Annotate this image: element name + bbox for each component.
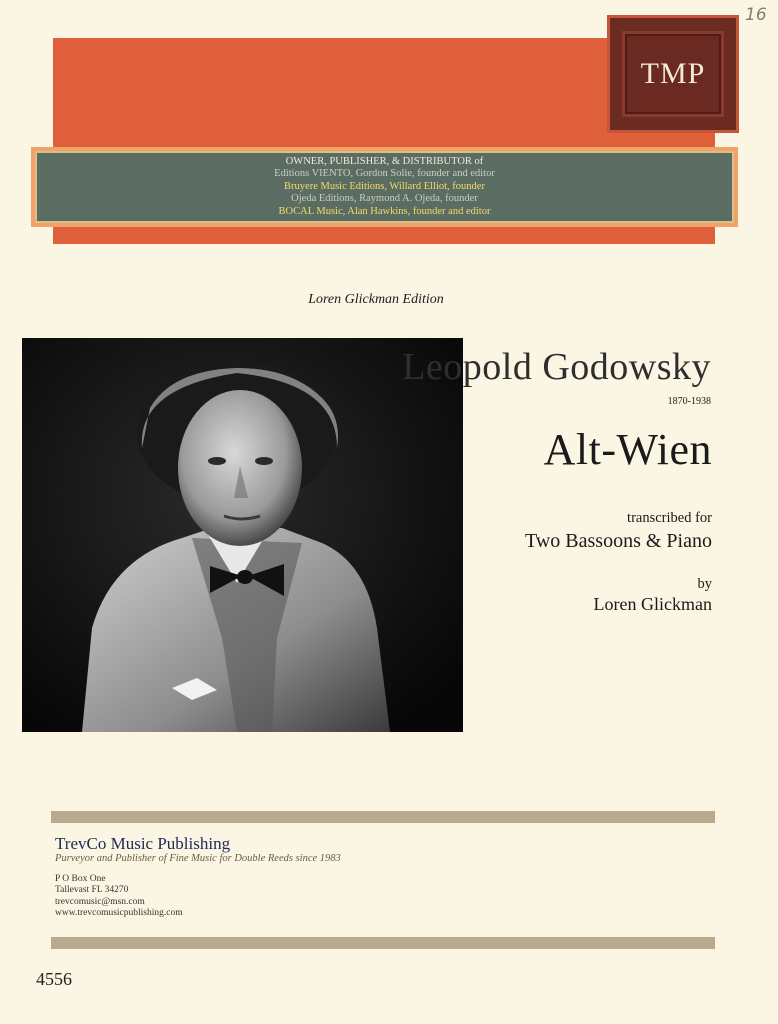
company-name: TrevCo Music Publishing (55, 834, 231, 853)
by-label: by (697, 576, 712, 592)
catalog-number: 4556 (36, 969, 72, 989)
address-line: P O Box One (55, 874, 106, 884)
transcribed-for-label: transcribed for (627, 510, 712, 526)
publisher-line: BOCAL Music, Alan Hawkins, founder and editor (278, 205, 491, 217)
instrumentation: Two Bassoons & Piano (525, 530, 712, 552)
tmp-logo-text: TMP (622, 31, 724, 117)
publisher-line: Ojeda Editions, Raymond A. Ojeda, founder (291, 193, 478, 205)
email-address: trevcomusic@msn.com (55, 897, 145, 907)
composer-dates: 1870-1938 (667, 396, 711, 407)
edition-label (0, 292, 778, 308)
footer-rule-top (51, 811, 715, 823)
piece-title: Alt-Wien (543, 425, 712, 474)
edition-text: Loren Glickman Edition (308, 292, 444, 307)
composer-name: Leopold Godowsky (402, 346, 711, 388)
website-address: www.trevcomusicpublishing.com (55, 908, 183, 918)
tmp-logo-badge (607, 15, 739, 133)
company-tagline: Purveyor and Publisher of Fine Music for Double Reeds since 1983 (55, 853, 341, 864)
publisher-line: Bruyere Music Editions, Willard Elliot, founder (284, 180, 485, 192)
portrait-illustration (22, 338, 463, 732)
address-line: Tallevast FL 34270 (55, 885, 129, 895)
publisher-line: OWNER, PUBLISHER, & DISTRIBUTOR of (285, 155, 484, 167)
handwritten-mark: 16 (745, 5, 767, 25)
arranger-name: Loren Glickman (593, 594, 712, 614)
publisher-line: Editions VIENTO, Gordon Solie, founder and editor (274, 168, 495, 180)
footer-rule-bottom (51, 937, 715, 949)
publisher-panel (31, 147, 738, 227)
composer-portrait-photo (22, 338, 463, 732)
publisher-panel-frame (35, 151, 734, 223)
